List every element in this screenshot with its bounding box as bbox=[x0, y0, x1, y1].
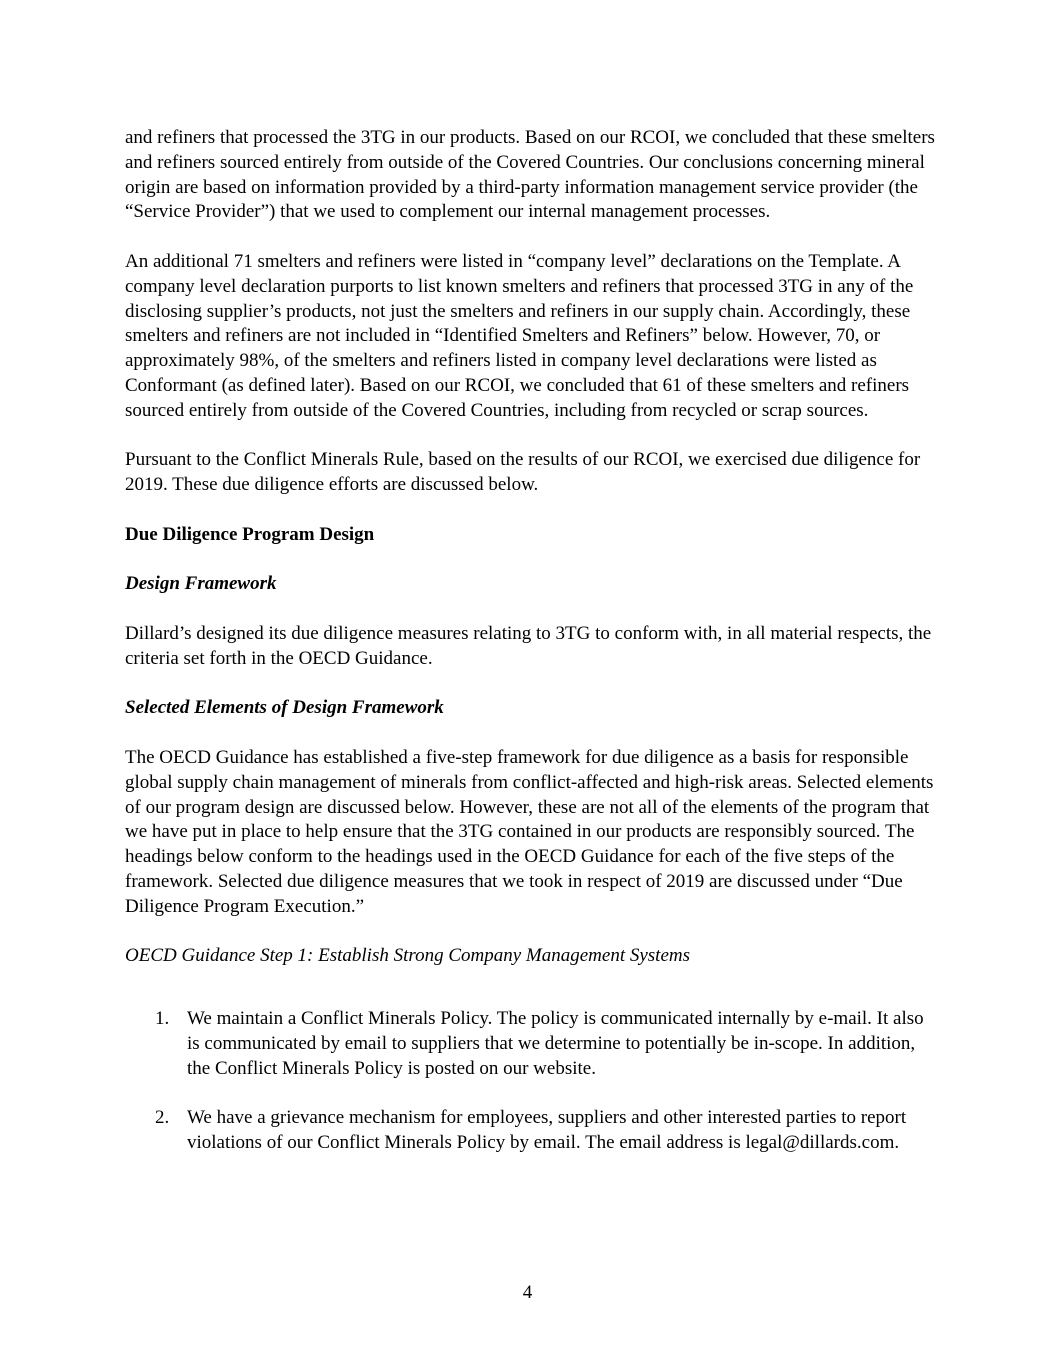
heading-selected-elements: Selected Elements of Design Framework bbox=[125, 697, 444, 719]
paragraph-due-diligence-exercised: Pursuant to the Conflict Minerals Rule, based on the results of our RCOI, we exercised due diligence for 2019. These due diligence efforts are discussed below. bbox=[125, 449, 921, 496]
paragraph-design-framework: Dillard’s designed its due diligence measures relating to 3TG to conform with, in all material respects, the criteria set forth in the OECD Guidance. bbox=[125, 622, 932, 669]
list-item-number: 2. bbox=[155, 1107, 170, 1129]
paragraph-rcoi-conclusion: and refiners that processed the 3TG in our products. Based on our RCOI, we concluded that these smelters and refiners sourced entirely from outside of the Covered Countries. Our conclusions concerning mineral origin are based on information provided by a third-party information management service provider (the “Service Provider”) that we used to complement our internal management processes. bbox=[125, 127, 935, 223]
list-item bbox=[125, 1007, 937, 1081]
list-item-text: We have a grievance mechanism for employees, suppliers and other interested parties to report violations of our Conflict Minerals Policy by email. The email address is legal@dillards.com. bbox=[187, 1107, 907, 1154]
heading-step1: OECD Guidance Step 1: Establish Strong Company Management Systems bbox=[125, 945, 690, 967]
list-item-text: We maintain a Conflict Minerals Policy. The policy is communicated internally by e-mail. It also is communicated by email to suppliers that we determine to potentially be in-scope. In addition, the Conflict Minerals Policy is posted on our website. bbox=[187, 1008, 924, 1079]
step1-list bbox=[125, 1007, 937, 1156]
list-item bbox=[125, 1106, 937, 1156]
paragraph-company-level-declarations: An additional 71 smelters and refiners were listed in “company level” declarations on the Template. A company level declaration purports to list known smelters and refiners that processed 3TG in any of the disclosing supplier’s products, not just the smelters and refiners in our supply chain. Accordingly, these smelters and refiners are not included in “Identified Smelters and Refiners” below. However, 70, or approximately 98%, of the smelters and refiners listed in company level declarations were listed as Conformant (as defined later). Based on our RCOI, we concluded that 61 of these smelters and refiners sourced entirely from outside of the Covered Countries, including from recycled or scrap sources. bbox=[125, 250, 914, 421]
list-item-number: 1. bbox=[155, 1008, 170, 1030]
heading-program-design: Due Diligence Program Design bbox=[125, 523, 375, 545]
page-body bbox=[125, 126, 937, 1181]
page-number: 4 bbox=[522, 1282, 533, 1303]
heading-design-framework: Design Framework bbox=[125, 573, 277, 595]
paragraph-five-step-framework: The OECD Guidance has established a five-step framework for due diligence as a basis for responsible global supply chain management of minerals from conflict-affected and high-risk areas. Selected elements of our program design are discussed below. However, these are not all of the elements of the program that we have put in place to help ensure that the 3TG contained in our products are responsibly sourced. The headings below conform to the headings used in the OECD Guidance for each of the five steps of the framework. Selected due diligence measures that we took in respect of 2019 are discussed under “Due Diligence Program Execution.” bbox=[125, 746, 934, 917]
